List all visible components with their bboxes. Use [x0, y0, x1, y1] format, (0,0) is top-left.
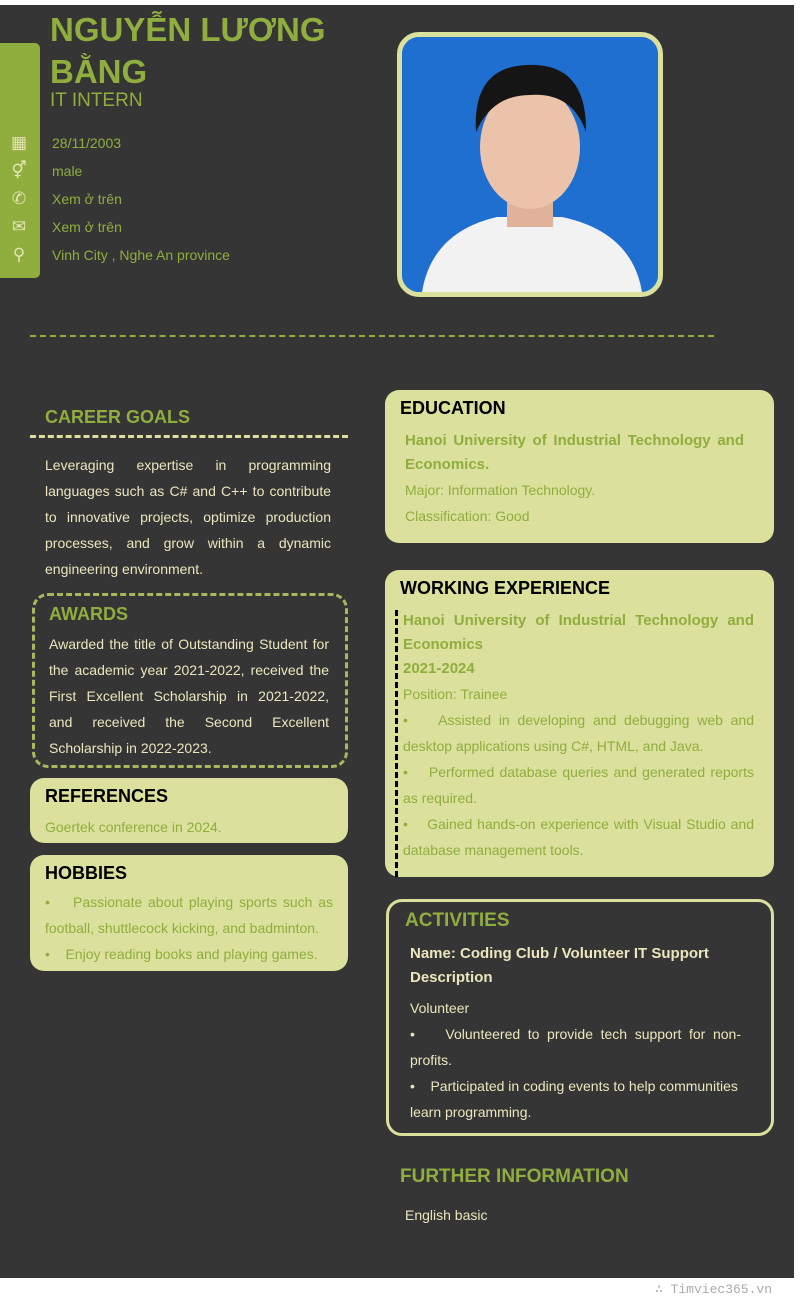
- address: Vinh City , Nghe An province: [52, 247, 230, 263]
- hobbies-section: [30, 855, 348, 971]
- awards-section: [32, 593, 348, 768]
- work-position: Position: Trainee: [403, 686, 508, 702]
- duty-item: • Gained hands-on experience with Visual Studio and database management tools.: [403, 816, 754, 858]
- phone: Xem ở trên: [52, 191, 122, 207]
- company-name: Hanoi University of Industrial Technology and Economics: [403, 612, 754, 653]
- activity-item: • Volunteered to provide tech support for non-profits.: [410, 1026, 741, 1068]
- job-title: IT INTERN: [50, 90, 143, 111]
- activity-item: • Participated in coding events to help communities learn programming.: [410, 1078, 738, 1120]
- email: Xem ở trên: [52, 219, 122, 235]
- major: Major: Information Technology.: [405, 482, 596, 498]
- career-goals-title: CAREER GOALS: [45, 407, 191, 427]
- profile-photo: [397, 32, 663, 297]
- hobby-item: • Enjoy reading books and playing games.: [45, 946, 318, 962]
- experience-title: WORKING EXPERIENCE: [400, 578, 611, 598]
- experience-section: [385, 570, 774, 877]
- gender-icon: ⚥: [11, 161, 27, 180]
- activities-title: ACTIVITIES: [405, 910, 510, 931]
- section-divider: [30, 335, 714, 337]
- career-goals-text: Leveraging expertise in programming languages such as C# and C++ to contribute to innovative projects, optimize production processes, and grow within a dynamic engineering environment.: [45, 457, 331, 577]
- watermark: ∴ Timviec365.vn: [654, 1282, 772, 1297]
- activities-section: [386, 899, 774, 1136]
- duty-item: • Assisted in developing and debugging web and desktop applications using C#, HTML, and Java.: [403, 712, 755, 754]
- education-title: EDUCATION: [400, 398, 506, 418]
- education-section: [385, 390, 774, 543]
- references-title: REFERENCES: [45, 786, 169, 806]
- phone-icon: ✆: [11, 189, 27, 208]
- classification: Classification: Good: [405, 508, 530, 524]
- references-text: Goertek conference in 2024.: [45, 819, 222, 835]
- activity-name: Name: Coding Club / Volunteer IT Support Description: [410, 945, 709, 986]
- email-icon: ✉: [11, 217, 27, 236]
- school-name: Hanoi University of Industrial Technology and Economics.: [405, 432, 744, 473]
- birthdate: 28/11/2003: [52, 135, 122, 151]
- contact-icon-bar: [0, 43, 40, 278]
- hobby-item: • Passionate about playing sports such as football, shuttlecock kicking, and badminton.: [45, 894, 333, 936]
- references-section: [30, 778, 348, 843]
- location-icon: ⚲: [12, 245, 26, 264]
- awards-title: AWARDS: [49, 604, 129, 624]
- career-divider: [30, 435, 348, 438]
- timeline-line: [395, 610, 398, 877]
- hobbies-title: HOBBIES: [45, 863, 128, 883]
- further-info-text: English basic: [405, 1207, 488, 1223]
- cv-page: [0, 5, 794, 1278]
- awards-text: Awarded the title of Outstanding Student for the academic year 2021-2022, received the First Excellent Scholarship in 2021-2022, and received the Second Excellent Scholarship in 2022-2023.: [49, 636, 329, 756]
- gender: male: [52, 163, 83, 179]
- further-info-title: FURTHER INFORMATION: [400, 1166, 629, 1187]
- calendar-icon: ▦: [10, 133, 28, 152]
- work-period: 2021-2024: [403, 660, 475, 677]
- duty-item: • Performed database queries and generated reports as required.: [403, 764, 754, 806]
- candidate-name: NGUYỄN LƯƠNG BẰNG: [50, 11, 326, 90]
- activity-role: Volunteer: [410, 1000, 470, 1016]
